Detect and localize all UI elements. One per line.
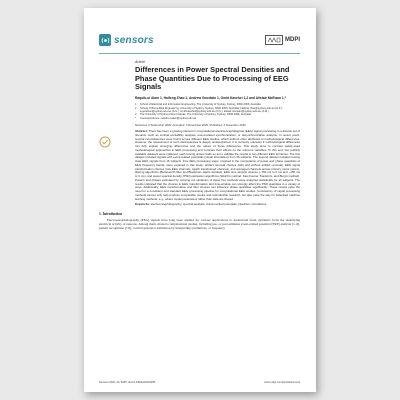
- affiliation-text: School of Electrical and Information Engineering, The University of Sydney, Sydney, NSW 2006, Australia: [140, 103, 261, 107]
- affiliations: [135, 103, 300, 120]
- affiliation-number: 2: [135, 106, 137, 110]
- affiliation-text: Correspondence: raquib.ul.alam@sydney.edu.au: [140, 116, 197, 120]
- affiliation-text: The University of Sydney Nano Institute, The University of Sydney, Sydney, NSW 2006, Australia: [140, 113, 251, 117]
- sensors-logo-icon: [99, 34, 111, 46]
- keywords-label: Keywords:: [135, 202, 150, 207]
- affiliation-number: 1: [135, 103, 137, 107]
- author-list: Raquib-ul Alam 1, Haifeng Zhao 1, Andrew Goodwin 1, Omid Kavehei 1,2 and Alistair McEwan 1,*: [135, 95, 286, 100]
- publication-dates: Received: 2 September 2020; Accepted: 3 November 2020; Published: 4 November 2020: [135, 123, 246, 128]
- abstract: [135, 130, 300, 201]
- abstract-label: Abstract:: [135, 129, 148, 134]
- publisher-logo[interactable]: [265, 35, 300, 45]
- affiliation-item: [135, 117, 300, 120]
- check-updates-icon[interactable]: [99, 136, 131, 149]
- mdpi-logo-icon: [265, 35, 283, 45]
- journal-name: sensors: [114, 34, 154, 46]
- affiliation-number: 3: [135, 113, 137, 117]
- header-divider: [99, 53, 300, 54]
- journal-header: [99, 34, 300, 50]
- citation-info: Sensors 2020, 20, 6285; doi:10.3390/s20216285: [99, 381, 156, 384]
- section-title: 1. Introduction: [99, 212, 123, 217]
- keywords-text: electroencephalography; spectral analysis; visual evoked potentials; pipelines; correlations: [150, 202, 267, 207]
- article-type: Article: [135, 60, 145, 64]
- affiliation-number: *: [135, 116, 137, 120]
- paper-title: Differences in Power Spectral Densities and Phase Quantities Due to Processing of EEG Signals: [135, 65, 290, 92]
- paper-page: [84, 8, 316, 392]
- publisher-name: MDPI: [285, 37, 300, 43]
- keywords: [135, 203, 300, 207]
- introduction-text: Electroencephalography (EEG) signals have long been studied for various applications to understand brain dynamics from the underlying electrical activity of neurons. Among them, modern computational studies, including pre- or post-stimulus event-related potential (ERP) analysis [1–6], pattern recognition [7,8], cortical generator estimation by interpreting oscillations, or frequency: [99, 218, 300, 231]
- affiliation-text: School of Biomedical Engineering, University of Sydney, Sydney, NSW 2006, Australia; haifeng.zhao@sydney.edu.au (H.Z.); a.goodwin@sydney.edu.au (A.G.); omid.kavehei@sydney.edu.au (O.K.); alistair.mcewan@sydney.edu.au (A.M.): [140, 106, 283, 113]
- journal-logo[interactable]: [99, 34, 154, 46]
- journal-url[interactable]: www.mdpi.com/journal/sensors: [264, 381, 300, 384]
- page-footer: [99, 381, 300, 384]
- abstract-text: There has been a growing interest in computational electroencephalogram (EEG) signal processing in a diverse set of domains, such as cortical excitability analysis, event-related synchronization, or desynchronization analysis. In recent years, several inconsistencies were found across different EEG studies, which authors often attributed to methodological differences. However, the assessment of such discrepancies is deeply underexplored. It is currently unknown if methodological differences can fully explain emerging differences and the nature of these differences. This study aims to contrast widely-used methodological approaches in EEG processing and compare their effects on the outcome variables. To this end, two publicly available datasets were collected, each having unique traits so as to validate the results in two different EEG territories. The first dataset included signals with event-related potentials (visual stimulation) from 45 subjects. The second dataset included resting state EEG signals from 16 subjects. Five EEG processing steps, involved in the computation of power and phase quantities of EEG frequency bands, were explored in this study: artifact removal choices (with and without artifact removal), EEG signal transformation choices (raw EEG channels, Hjorth transformed channels, and averaged channels across primary motor cortex), filtering algorithms (Butterworth filter and Blackman–Harris window), EEG time window choices (−750 ms to 0 ms and −250 ms to 0 ms), and power spectral density (PSD) estimation algorithms (Welch's method, Fast Fourier Transform, and Burg's method). Powers and phases estimated by carrying out variations of these five methods were analyzed statistically for all subjects. The results indicated that the choices in EEG transformation and time-window can strongly affect the PSD quantities in a variety of ways. Additionally, EEG transformation and filter choices can influence phase quantities significantly. These results raise the need for a consistent and standard EEG processing pipeline for computational EEG studies. Consistency of signal processing methods cannot only help produce comparable results and reproducible research, but also pave the way for federated machine learning methods, e.g., where model parameters rather than data are shared.: [135, 129, 300, 201]
